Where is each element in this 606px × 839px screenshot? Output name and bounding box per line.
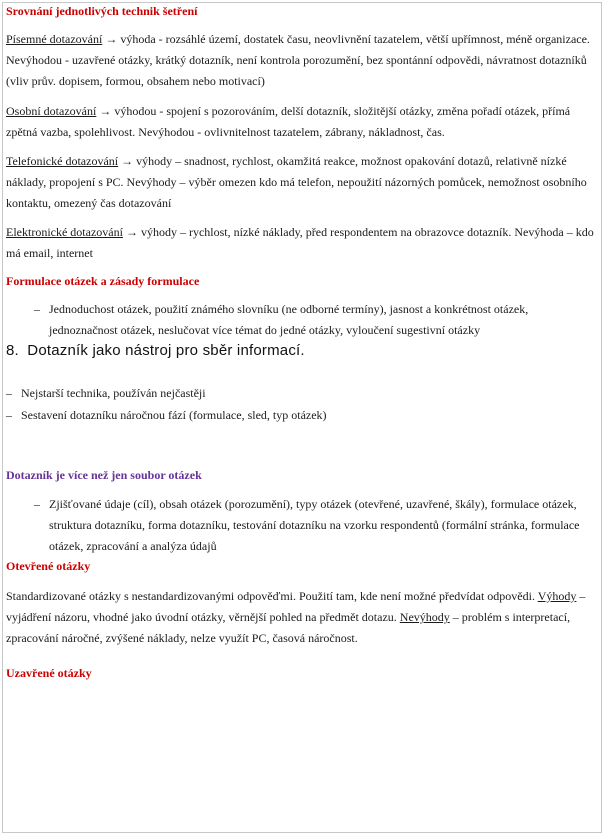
section-title: Dotazník jako nástroj pro sběr informací. (27, 342, 305, 359)
list-item: – Sestavení dotazníku náročnou fází (formulace, sled, typ otázek) (6, 408, 327, 422)
section-8-heading (6, 341, 598, 361)
list-item-formulation: – Jednoduchost otázek, použití známého slovníku (ne odborné termíny), jasnost a konkrétnost otázek, jednoznačnost otázek, neslučovat více témat do jedné otázky, vyloučení sugestivní otázky (34, 302, 529, 337)
term-electronic: Elektronické dotazování (6, 225, 123, 239)
heading-open-questions: Otevřené otázky (6, 559, 91, 573)
document-page (2, 2, 602, 833)
term-phone: Telefonické dotazování (6, 154, 119, 168)
term-advantages: Výhody (537, 589, 577, 603)
term-disadvantages: Nevýhody (399, 610, 450, 624)
heading-closed-questions: Uzavřené otázky (6, 666, 92, 680)
heading-comparison: Srovnání jednotlivých technik šetření (6, 4, 198, 18)
paragraph-electronic: Elektronické dotazování → výhody – rychlost, nízké náklady, před respondentem na obrazovce dotazník. Nevýhoda – kdo má email, internet (6, 225, 594, 260)
heading-formulation: Formulace otázek a zásady formulace (6, 274, 200, 288)
paragraph-open-questions: Standardizované otázky s nestandardizovanými odpověďmi. Použití tam, kde není možné předvídat odpovědi. Výhody – vyjádření názoru, vhodné jako úvodní otázky, věrnější pohled na předmět dotazu. Nevýhody – problém s interpretací, zpracování náročné, zvýšené náklady, nelze využít PC, časová náročnost. (6, 589, 586, 645)
list-questionnaire-basics (6, 383, 598, 426)
paragraph-phone: Telefonické dotazování → výhody – snadnost, rychlost, okamžitá reakce, možnost opakování dotazů, relativně nízké náklady, propojení s PC. Nevýhody – výběr omezen kdo má telefon, nepoužití názorných pomůcek, nemožnost osobního kontaktu, omezený čas dotazování (6, 154, 587, 210)
section-number: 8. (6, 342, 19, 359)
heading-questionnaire: Dotazník je více než jen soubor otázek (6, 468, 202, 482)
term-written: Písemné dotazování (6, 32, 103, 46)
list-item-questionnaire: – Zjišťované údaje (cíl), obsah otázek (porozumění), typy otázek (otevřené, uzavřené, škály), formulace otázek, struktura dotazníku, forma dotazníku, testování dotazníku na vzorku respondentů (formální stránka, formulace otázek, zpracování a analýza údajů (34, 497, 580, 553)
paragraph-written: Písemné dotazování → výhoda - rozsáhlé území, dostatek času, neovlivnění tazatelem, větší upřímnost, méně organizace. Nevýhodou - uzavřené otázky, krátký dotazník, není kontrola porozumění, bez spontánní odpovědi, návratnost dotazníků (vliv prův. dopisem, formou, obsahem nebo motivací) (6, 32, 590, 88)
list-item: – Nejstarší technika, používán nejčastěji (6, 386, 206, 400)
paragraph-personal: Osobní dotazování → výhodou - spojení s pozorováním, delší dotazník, složitější otázky, změna pořadí otázek, přímá zpětná vazba, spolehlivost. Nevýhodou - ovlivnitelnost tazatelem, zábrany, nákladnost, čas. (6, 104, 571, 139)
term-personal: Osobní dotazování (6, 104, 97, 118)
